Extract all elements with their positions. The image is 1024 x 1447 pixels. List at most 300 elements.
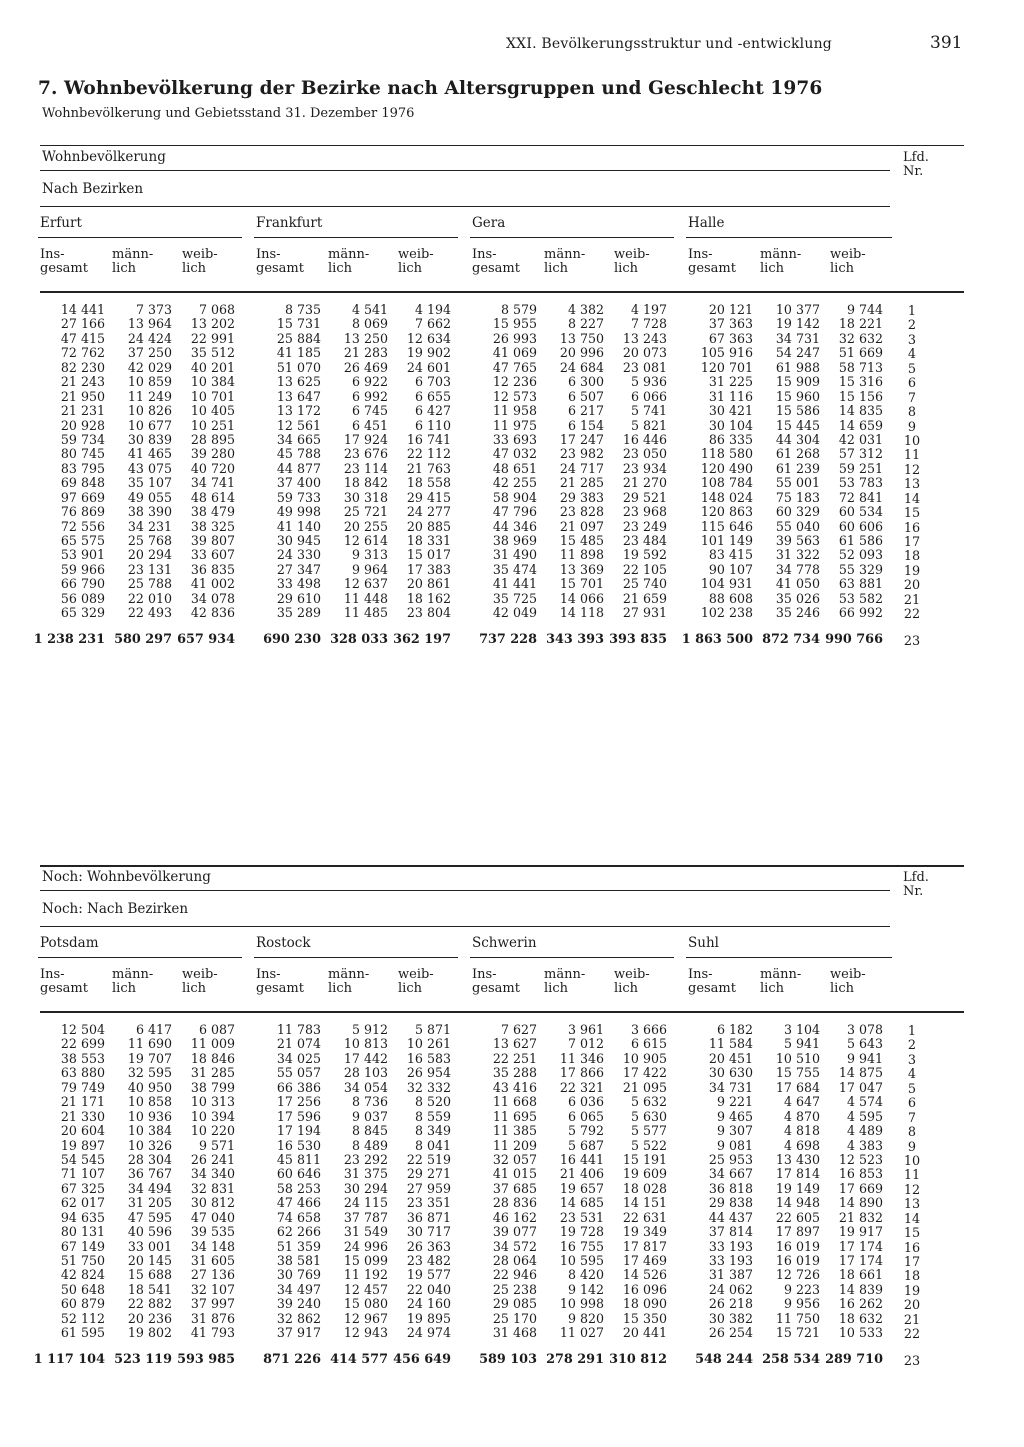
data-cell: 61 268 [775,446,820,462]
row-number: 5 [907,361,917,377]
data-cell: 29 085 [492,1296,537,1312]
data-cell: 7 627 [500,1022,537,1037]
data-cell: 62 017 [60,1195,105,1211]
column-header: Ins- gesamt [256,967,304,996]
data-cell: 34 148 [190,1238,235,1254]
row-number: 16 [903,1240,921,1256]
total-cell: 1 238 231 [33,632,105,647]
data-cell: 30 421 [708,403,753,419]
data-cell: 21 763 [406,460,451,476]
table-title: 7. Wohnbevölkerung der Bezirke nach Altersgruppen und Geschlecht 1976 [38,78,823,99]
data-cell: 13 964 [127,316,172,332]
data-cell: 39 535 [190,1224,235,1240]
data-cell: 42 029 [127,359,172,375]
data-cell: 61 586 [838,533,883,548]
data-cell: 41 002 [190,576,235,592]
total-cell: 593 985 [177,1352,235,1367]
data-cell: 60 879 [60,1296,105,1312]
data-cell: 148 024 [700,489,753,505]
data-cell: 18 221 [838,316,883,332]
data-cell: 12 726 [775,1267,820,1283]
data-cell: 55 040 [775,518,820,534]
row-number: 11 [903,448,921,464]
data-cell: 4 489 [846,1123,883,1139]
column-header: Ins- gesamt [40,967,88,996]
data-cell: 23 351 [406,1195,451,1211]
data-cell: 20 236 [127,1310,172,1326]
row-number: 2 [907,1038,917,1054]
data-cell: 31 876 [190,1310,235,1326]
data-cell: 86 335 [708,431,753,447]
data-cell: 63 881 [838,576,883,592]
data-cell: 3 961 [567,1022,604,1037]
total-cell: 990 766 [825,632,883,647]
data-cell: 24 424 [127,330,172,346]
row-number: 14 [903,1211,921,1227]
column-header: Ins- gesamt [256,247,304,276]
data-cell: 20 145 [127,1253,172,1268]
data-cell: 16 096 [622,1281,667,1297]
data-cell: 17 047 [838,1079,883,1095]
data-cell: 29 521 [622,489,667,505]
table-subtitle: Wohnbevölkerung und Gebietsstand 31. Dezember 1976 [42,106,415,121]
row-number: 11 [903,1168,921,1184]
data-cell: 19 917 [838,1224,883,1240]
column-header: männ- lich [112,967,154,996]
data-cell: 66 386 [276,1079,321,1095]
row-number: 9 [907,1139,917,1155]
row-number: 16 [903,520,921,536]
data-cell: 34 731 [708,1079,753,1095]
data-cell: 23 292 [343,1151,388,1167]
data-cell: 60 329 [775,504,820,520]
data-cell: 16 853 [838,1166,883,1182]
data-cell: 90 107 [708,561,753,577]
district-rule [254,237,458,238]
data-cell: 61 239 [775,460,820,476]
total-cell: 871 226 [263,1352,321,1367]
data-cell: 61 988 [775,359,820,375]
data-cell: 44 437 [708,1209,753,1225]
data-cell: 15 755 [775,1065,820,1081]
data-cell: 51 669 [838,345,883,361]
group-label: Wohnbevölkerung [42,149,166,165]
data-cell: 8 420 [567,1267,604,1283]
data-cell: 12 561 [276,417,321,433]
data-cell: 51 359 [276,1238,321,1254]
data-cell: 25 788 [127,576,172,592]
district-name: Schwerin [472,935,537,951]
data-cell: 16 262 [838,1296,883,1312]
total-cell: 258 534 [762,1352,820,1367]
data-cell: 20 861 [406,576,451,592]
data-cell: 31 205 [127,1195,172,1211]
data-cell: 17 383 [406,561,451,577]
data-cell: 11 448 [343,590,388,606]
data-cell: 22 321 [559,1079,604,1095]
data-cell: 88 608 [708,590,753,606]
district-rule [470,237,674,238]
data-cell: 25 953 [708,1151,753,1167]
data-column-weiblich [361,303,451,621]
data-cell: 29 383 [559,489,604,505]
row-number: 20 [903,578,921,594]
data-cell: 5 643 [846,1036,883,1052]
data-cell: 10 384 [190,374,235,390]
data-cell: 108 784 [700,475,753,491]
data-cell: 13 172 [276,403,321,419]
column-header: weib- lich [398,247,434,276]
data-cell: 10 595 [559,1253,604,1268]
data-cell: 45 788 [276,446,321,462]
data-cell: 23 050 [622,446,667,462]
total-cell: 393 835 [609,632,667,647]
data-cell: 10 533 [838,1325,883,1341]
data-cell: 17 442 [343,1050,388,1066]
data-cell: 9 307 [716,1123,753,1139]
data-cell: 11 346 [559,1050,604,1066]
data-cell: 7 373 [135,302,172,317]
data-cell: 15 731 [276,316,321,332]
data-cell: 10 377 [775,302,820,317]
data-cell: 14 835 [838,403,883,419]
data-cell: 72 762 [60,345,105,361]
data-cell: 9 465 [716,1108,753,1124]
data-cell: 14 441 [60,302,105,317]
data-cell: 25 238 [492,1281,537,1297]
row-number: 6 [907,376,917,392]
total-cell: 580 297 [114,632,172,647]
data-cell: 9 964 [351,561,388,577]
data-cell: 74 658 [276,1209,321,1225]
row-number: 14 [903,491,921,507]
data-cell: 39 240 [276,1296,321,1312]
data-cell: 13 647 [276,388,321,404]
data-cell: 47 032 [492,446,537,462]
data-cell: 50 648 [60,1281,105,1297]
data-cell: 21 950 [60,388,105,404]
data-cell: 24 115 [343,1195,388,1211]
column-header: Ins- gesamt [472,247,520,276]
column-header: weib- lich [182,967,218,996]
data-cell: 35 026 [775,590,820,606]
data-cell: 72 841 [838,489,883,505]
data-cell: 23 482 [406,1253,451,1268]
data-cell: 12 614 [343,533,388,548]
data-cell: 15 316 [838,374,883,390]
data-cell: 24 062 [708,1281,753,1297]
data-cell: 37 363 [708,316,753,332]
data-cell: 26 218 [708,1296,753,1312]
data-cell: 22 991 [190,330,235,346]
data-cell: 10 326 [127,1137,172,1153]
data-cell: 67 363 [708,330,753,346]
row-number: 8 [907,1125,917,1141]
district-name: Rostock [256,935,311,951]
data-cell: 11 958 [492,403,537,419]
data-cell: 20 073 [622,345,667,361]
data-cell: 10 701 [190,388,235,404]
district-name: Gera [472,215,506,231]
row-number: 10 [903,433,921,449]
data-cell: 5 577 [630,1123,667,1139]
data-cell: 41 465 [127,446,172,462]
data-cell: 23 114 [343,460,388,476]
data-cell: 38 390 [127,504,172,520]
data-cell: 11 783 [276,1022,321,1037]
data-cell: 4 197 [630,302,667,317]
data-cell: 35 246 [775,605,820,621]
data-cell: 34 778 [775,561,820,577]
data-cell: 9 313 [351,547,388,563]
data-cell: 35 107 [127,475,172,491]
data-cell: 37 250 [127,345,172,361]
data-cell: 31 549 [343,1224,388,1240]
data-cell: 15 586 [775,403,820,419]
data-cell: 37 400 [276,475,321,491]
data-cell: 41 069 [492,345,537,361]
row-number: 6 [907,1096,917,1112]
row-number-column [900,305,924,623]
data-cell: 35 725 [492,590,537,606]
data-cell: 15 721 [775,1325,820,1341]
data-cell: 34 572 [492,1238,537,1254]
data-cell: 11 898 [559,547,604,563]
data-cell: 20 604 [60,1123,105,1139]
data-cell: 59 966 [60,561,105,577]
data-cell: 62 266 [276,1224,321,1240]
data-cell: 47 796 [492,504,537,520]
data-cell: 30 382 [708,1310,753,1326]
data-cell: 51 070 [276,359,321,375]
total-cell: 523 119 [114,1352,172,1367]
data-cell: 24 996 [343,1238,388,1254]
data-cell: 30 294 [343,1180,388,1196]
data-cell: 18 331 [406,533,451,548]
data-cell: 56 089 [60,590,105,606]
data-cell: 27 959 [406,1180,451,1196]
data-cell: 15 156 [838,388,883,404]
page-number: 391 [930,33,963,53]
data-cell: 6 992 [351,388,388,404]
data-cell: 36 818 [708,1180,753,1196]
data-cell: 13 627 [492,1036,537,1052]
data-cell: 45 811 [276,1151,321,1167]
data-cell: 30 812 [190,1195,235,1211]
data-cell: 5 792 [567,1123,604,1139]
row-number-total: 23 [903,1354,921,1369]
data-cell: 4 194 [414,302,451,317]
data-cell: 41 015 [492,1166,537,1182]
data-cell: 24 160 [406,1296,451,1312]
column-header: weib- lich [830,247,866,276]
data-cell: 47 765 [492,359,537,375]
row-number: 5 [907,1081,917,1097]
data-cell: 13 250 [343,330,388,346]
data-cell: 67 325 [60,1180,105,1196]
data-cell: 9 571 [198,1137,235,1153]
table-top-rule [40,145,964,146]
row-number: 3 [907,332,917,348]
data-cell: 22 112 [406,446,451,462]
data-cell: 25 721 [343,504,388,520]
data-cell: 9 037 [351,1108,388,1124]
data-cell: 46 162 [492,1209,537,1225]
data-cell: 9 820 [567,1310,604,1326]
data-cell: 15 960 [775,388,820,404]
data-cell: 32 595 [127,1065,172,1081]
data-cell: 6 036 [567,1094,604,1110]
data-cell: 7 662 [414,316,451,332]
data-cell: 6 507 [567,388,604,404]
data-cell: 61 595 [60,1325,105,1341]
subgroup-rule [40,926,890,927]
data-cell: 36 871 [406,1209,451,1225]
data-cell: 23 676 [343,446,388,462]
data-cell: 34 667 [708,1166,753,1182]
data-cell: 10 384 [127,1123,172,1139]
data-cell: 27 166 [60,316,105,332]
row-number: 17 [903,1255,921,1270]
data-cell: 34 231 [127,518,172,534]
data-cell: 17 817 [622,1238,667,1254]
data-cell: 5 741 [630,403,667,419]
data-cell: 32 831 [190,1180,235,1196]
column-header: weib- lich [398,967,434,996]
data-cell: 5 522 [630,1137,667,1153]
data-cell: 13 750 [559,330,604,346]
data-cell: 4 382 [567,302,604,317]
data-cell: 11 249 [127,388,172,404]
data-cell: 58 904 [492,489,537,505]
data-cell: 38 581 [276,1253,321,1268]
column-header: männ- lich [328,247,370,276]
data-cell: 15 191 [622,1151,667,1167]
data-cell: 23 484 [622,533,667,548]
data-cell: 33 607 [190,547,235,563]
data-cell: 60 534 [838,504,883,520]
data-cell: 10 677 [127,417,172,433]
data-cell: 120 490 [700,460,753,476]
data-cell: 26 254 [708,1325,753,1341]
total-cell: 456 649 [393,1352,451,1367]
total-cell: 278 291 [546,1352,604,1367]
data-cell: 34 731 [775,330,820,346]
data-cell: 5 941 [783,1036,820,1052]
data-cell: 36 767 [127,1166,172,1182]
data-cell: 19 142 [775,316,820,332]
data-cell: 49 998 [276,504,321,520]
data-cell: 34 741 [190,475,235,491]
data-cell: 12 637 [343,576,388,592]
data-cell: 60 606 [838,518,883,534]
data-cell: 23 982 [559,446,604,462]
data-cell: 28 895 [190,431,235,447]
data-cell: 28 836 [492,1195,537,1211]
data-cell: 30 717 [406,1224,451,1240]
data-cell: 15 909 [775,374,820,390]
data-cell: 18 846 [190,1050,235,1066]
district-name: Erfurt [40,215,82,231]
district-rule [38,237,242,238]
data-cell: 42 255 [492,475,537,491]
data-cell: 13 369 [559,561,604,577]
data-cell: 8 735 [284,302,321,317]
data-cell: 17 924 [343,431,388,447]
data-cell: 35 289 [276,605,321,621]
data-cell: 30 839 [127,431,172,447]
data-cell: 63 880 [60,1065,105,1081]
district-name: Halle [688,215,725,231]
data-cell: 6 300 [567,374,604,390]
data-cell: 94 635 [60,1209,105,1225]
data-cell: 42 049 [492,605,537,621]
data-cell: 34 078 [190,590,235,606]
data-cell: 15 445 [775,417,820,433]
data-cell: 17 814 [775,1166,820,1182]
column-header: männ- lich [544,247,586,276]
data-cell: 8 736 [351,1094,388,1110]
data-cell: 14 875 [838,1065,883,1081]
data-cell: 9 081 [716,1137,753,1153]
total-cell: 1 117 104 [33,1352,105,1367]
district-rule [470,957,674,958]
data-column-weiblich [793,1023,883,1341]
data-cell: 8 845 [351,1123,388,1139]
data-cell: 11 209 [492,1137,537,1153]
row-number: 21 [903,1312,921,1328]
column-header: Ins- gesamt [40,247,88,276]
data-cell: 16 446 [622,431,667,447]
data-cell: 21 231 [60,403,105,419]
data-cell: 6 615 [630,1036,667,1052]
row-number: 17 [903,535,921,550]
data-cell: 19 707 [127,1050,172,1066]
data-cell: 6 922 [351,374,388,390]
data-cell: 38 969 [492,533,537,548]
total-cell: 310 812 [609,1352,667,1367]
data-cell: 20 451 [708,1050,753,1066]
data-cell: 17 669 [838,1180,883,1196]
data-cell: 12 573 [492,388,537,404]
data-column-weiblich [577,303,667,621]
data-cell: 5 630 [630,1108,667,1124]
data-cell: 14 839 [838,1281,883,1297]
data-cell: 13 243 [622,330,667,346]
data-cell: 10 859 [127,374,172,390]
data-cell: 53 783 [838,475,883,491]
row-number: 18 [903,549,921,565]
data-cell: 40 950 [127,1079,172,1095]
data-cell: 37 997 [190,1296,235,1312]
data-cell: 27 931 [622,605,667,621]
data-cell: 12 236 [492,374,537,390]
data-cell: 23 804 [406,605,451,621]
column-header: Ins- gesamt [472,967,520,996]
data-cell: 21 243 [60,374,105,390]
row-number: 19 [903,1283,921,1299]
data-cell: 21 270 [622,475,667,491]
total-cell: 414 577 [330,1352,388,1367]
data-cell: 19 897 [60,1137,105,1153]
data-cell: 5 871 [414,1022,451,1037]
data-cell: 60 646 [276,1166,321,1182]
data-cell: 41 050 [775,576,820,592]
data-cell: 6 066 [630,388,667,404]
data-cell: 18 661 [838,1267,883,1283]
data-cell: 10 510 [775,1050,820,1066]
data-cell: 39 807 [190,533,235,548]
